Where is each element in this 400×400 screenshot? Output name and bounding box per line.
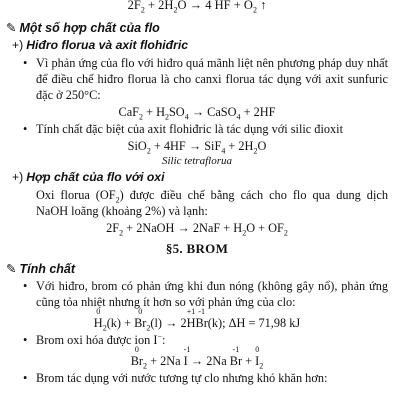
section-title: Một số hợp chất của flo bbox=[19, 21, 160, 35]
fluorine-atom bbox=[224, 0, 231, 13]
equation-br2-nai bbox=[6, 345, 388, 371]
subheading-title: Hợp chất của flo với oxi bbox=[26, 170, 165, 185]
gas-arrow: ↑ bbox=[256, 0, 267, 12]
symbol: I bbox=[183, 354, 188, 369]
equation-sio2-hf bbox=[6, 139, 388, 155]
hydrogen-atom bbox=[93, 307, 103, 332]
section-heading-properties bbox=[6, 261, 388, 277]
symbol: O bbox=[177, 0, 187, 12]
subscript: 2 bbox=[102, 323, 107, 333]
oxidation-number: +1 bbox=[186, 307, 196, 317]
equation-term: CaF bbox=[118, 105, 139, 120]
equation-term: + H bbox=[143, 105, 165, 120]
text-run: Brom oxi hóa được ion I bbox=[36, 333, 158, 348]
equation-term: + 2H bbox=[144, 0, 174, 12]
equation-term: + bbox=[230, 0, 244, 12]
equation-term: + 4HF → SiF bbox=[150, 139, 222, 154]
subscript: 2 bbox=[115, 195, 120, 205]
subheading-hf bbox=[12, 38, 388, 54]
subscript: 2 bbox=[164, 112, 169, 122]
equation-term: 2F bbox=[106, 221, 120, 236]
iodine-atom bbox=[183, 345, 191, 370]
paragraph-brom-hydrogen: • Với hiđro, brom có phản ứng khi đun nóng (không gây nổ), phản ứng cũng tỏa nhiệt nhưng ít hơn so với phản ứng của clo: bbox=[6, 279, 388, 311]
subscript: 2 bbox=[146, 146, 151, 156]
symbol: F bbox=[223, 0, 231, 12]
equation-term: + 2H bbox=[225, 139, 254, 154]
equation-f2-naoh bbox=[6, 221, 388, 237]
subscript: 2 bbox=[119, 228, 124, 238]
section-title: Tính chất bbox=[19, 262, 76, 277]
symbol: Br bbox=[229, 354, 243, 369]
equation-term: (l) → 2 bbox=[150, 316, 187, 331]
subscript: 4 bbox=[184, 112, 189, 122]
oxidation-number: 0 bbox=[96, 307, 101, 317]
subscript: 2 bbox=[259, 361, 264, 371]
bromine-atom bbox=[130, 345, 143, 370]
equation-term: + 2NaOH → 2NaF + H bbox=[123, 221, 243, 236]
oxygen-atom bbox=[177, 0, 186, 13]
pencil-icon: ✎ bbox=[6, 262, 17, 277]
equation-fluorine-water bbox=[6, 0, 388, 17]
symbol: Br bbox=[130, 354, 143, 369]
text-run: ) được điều chế bằng cách cho flo qua dung dịch NaOH loãng (khoảng 2%) và lạnh: bbox=[36, 188, 388, 219]
bromine-atom bbox=[195, 307, 208, 332]
text-run: : bbox=[161, 333, 166, 348]
symbol: F bbox=[133, 0, 141, 12]
equation-caf2-h2so4 bbox=[6, 105, 388, 121]
coefficient: 2 bbox=[127, 0, 134, 12]
paragraph-brom-water: • Brom tác dụng với nước tương tự clo nhưng khó khăn hơn: bbox=[6, 371, 388, 387]
paragraph-hf-property: • Tính chất đặc biệt của axit flohiđric là tác dụng với silic đioxit bbox=[6, 122, 388, 138]
oxidation-number: -1 bbox=[198, 307, 205, 317]
chapter-title: §5. BROM bbox=[165, 241, 229, 257]
subheading-title: Hiđro florua và axit flohiđric bbox=[26, 38, 189, 53]
oxidation-number: 0 bbox=[138, 307, 143, 317]
section-heading-compounds bbox=[6, 20, 388, 36]
equation-term: O bbox=[257, 139, 267, 154]
equation-term: + 2Na bbox=[147, 354, 184, 369]
iodine-atom bbox=[255, 345, 260, 370]
equation-term: SiO bbox=[127, 139, 147, 154]
equation-term: → CaSO bbox=[188, 105, 237, 120]
text-run: Oxi florua (OF bbox=[36, 188, 116, 203]
paragraph-hf-preparation: • Vì phản ứng của flo với hiđro quá mãnh liệt nên phương pháp duy nhất để điều chế hiđro florua là cho canxi florua tác dụng với axit sunfuric đặc ở 250°C: bbox=[6, 56, 388, 104]
pencil-icon: ✎ bbox=[6, 21, 17, 35]
bromine-atom bbox=[134, 307, 147, 332]
equation-term: O + OF bbox=[246, 221, 284, 236]
equation-term: (k) + bbox=[106, 316, 135, 331]
hydrogen-atom bbox=[186, 307, 196, 332]
subscript: 2 bbox=[139, 112, 143, 122]
equation-term: (k); ΔH = 71,98 kJ bbox=[207, 316, 301, 331]
fluorine-atom bbox=[134, 0, 141, 13]
equation-term: SO bbox=[168, 105, 185, 120]
equation-term: + bbox=[242, 354, 256, 369]
subheading-marker: +) bbox=[12, 170, 24, 185]
oxidation-number: -1 bbox=[183, 345, 191, 355]
equation-h2-br2 bbox=[6, 307, 388, 333]
subscript: 2 bbox=[173, 5, 178, 15]
subheading-marker: +) bbox=[12, 38, 24, 53]
symbol: H bbox=[93, 316, 103, 331]
subscript: 2 bbox=[140, 5, 145, 15]
oxidation-number: -1 bbox=[232, 345, 240, 355]
caption-silic-tetraflorua: Silic tetraflorua bbox=[162, 155, 232, 168]
subscript: 4 bbox=[236, 112, 241, 122]
subscript: 2 bbox=[252, 5, 257, 15]
symbol: Br bbox=[134, 316, 147, 331]
symbol: Br bbox=[195, 316, 208, 331]
equation-term: → 2Na bbox=[187, 354, 230, 369]
equation-term: + 2HF bbox=[240, 105, 276, 120]
symbol: O bbox=[243, 0, 253, 12]
subscript: 2 bbox=[143, 361, 147, 371]
subscript: 4 bbox=[221, 146, 226, 156]
subscript: 2 bbox=[253, 146, 258, 156]
subheading-of2 bbox=[12, 170, 388, 186]
paragraph-brom-iodide bbox=[6, 333, 388, 349]
superscript: − bbox=[157, 332, 162, 342]
equation-term: → 4 H bbox=[186, 0, 224, 12]
symbol: I bbox=[255, 354, 260, 369]
subscript: 2 bbox=[242, 228, 247, 238]
bromine-atom bbox=[229, 345, 243, 370]
oxygen-atom bbox=[244, 0, 253, 13]
subscript: 2 bbox=[283, 228, 288, 238]
subscript: 2 bbox=[146, 323, 151, 333]
symbol: H bbox=[186, 316, 196, 331]
paragraph-of2-preparation bbox=[6, 188, 388, 220]
oxidation-number: 0 bbox=[255, 345, 260, 355]
oxidation-number: 0 bbox=[134, 345, 139, 355]
